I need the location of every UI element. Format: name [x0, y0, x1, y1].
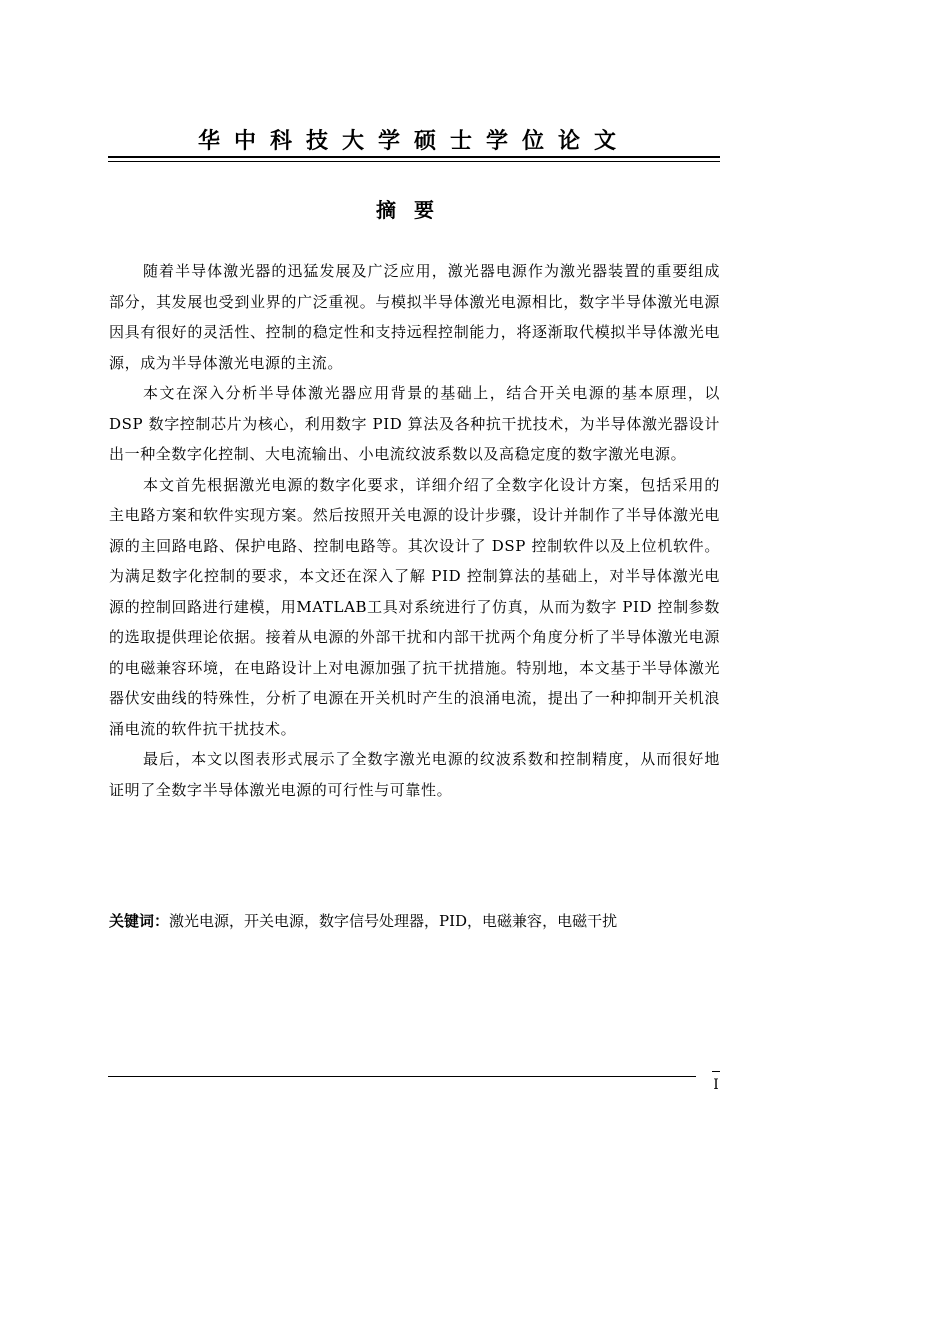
- abstract-title: 摘要: [376, 198, 452, 222]
- abstract-body: [109, 256, 720, 805]
- keywords-label: 关键词：: [109, 912, 170, 930]
- abstract-paragraph-1: 随着半导体激光器的迅猛发展及广泛应用，激光器电源作为激光器装置的重要组成部分，其发展也受到业界的广泛重视。与模拟半导体激光电源相比，数字半导体激光电源因具有很好的灵活性、控制的稳定性和支持远程控制能力，将逐渐取代模拟半导体激光电源，成为半导体激光电源的主流。: [109, 262, 720, 372]
- keywords-text: 激光电源，开关电源，数字信号处理器，PID，电磁兼容，电磁干扰: [169, 912, 618, 930]
- abstract-paragraph-4: 最后，本文以图表形式展示了全数字激光电源的纹波系数和控制精度，从而很好地证明了全数字半导体激光电源的可行性与可靠性。: [109, 750, 720, 799]
- page-number: I: [713, 1077, 719, 1093]
- abstract-paragraph-2: 本文在深入分析半导体激光器应用背景的基础上，结合开关电源的基本原理，以 DSP 数字控制芯片为核心，利用数字 PID 算法及各种抗干扰技术，为半导体激光器设计出一种全数字化控制、大电流输出、小电流纹波系数以及高稳定度的数字激光电源。: [109, 384, 720, 463]
- header-rule-thin: [108, 161, 720, 162]
- keywords-line: [109, 906, 720, 936]
- abstract-paragraph-3: 本文首先根据激光电源的数字化要求，详细介绍了全数字化设计方案，包括采用的主电路方案和软件实现方案。然后按照开关电源的设计步骤，设计并制作了半导体激光电源的主回路电路、保护电路、控制电路等。其次设计了 DSP 控制软件以及上位机软件。为满足数字化控制的要求，本文还在深入了解 PID 控制算法的基础上，对半导体激光电源的控制回路进行建模，用MATLAB工具对系统进行了仿真，从而为数字 PID 控制参数的选取提供理论依据。接着从电源的外部干扰和内部干扰两个角度分析了半导体激光电源的电磁兼容环境，在电路设计上对电源加强了抗干扰措施。特别地，本文基于半导体激光器伏安曲线的特殊性，分析了电源在开关机时产生的浪涌电流，提出了一种抑制开关机浪涌电流的软件抗干扰技术。: [109, 475, 720, 738]
- header-rule-thick: [108, 156, 720, 158]
- thesis-header-title: 华中科技大学硕士学位论文: [197, 129, 630, 154]
- footer-rule: [108, 1076, 696, 1077]
